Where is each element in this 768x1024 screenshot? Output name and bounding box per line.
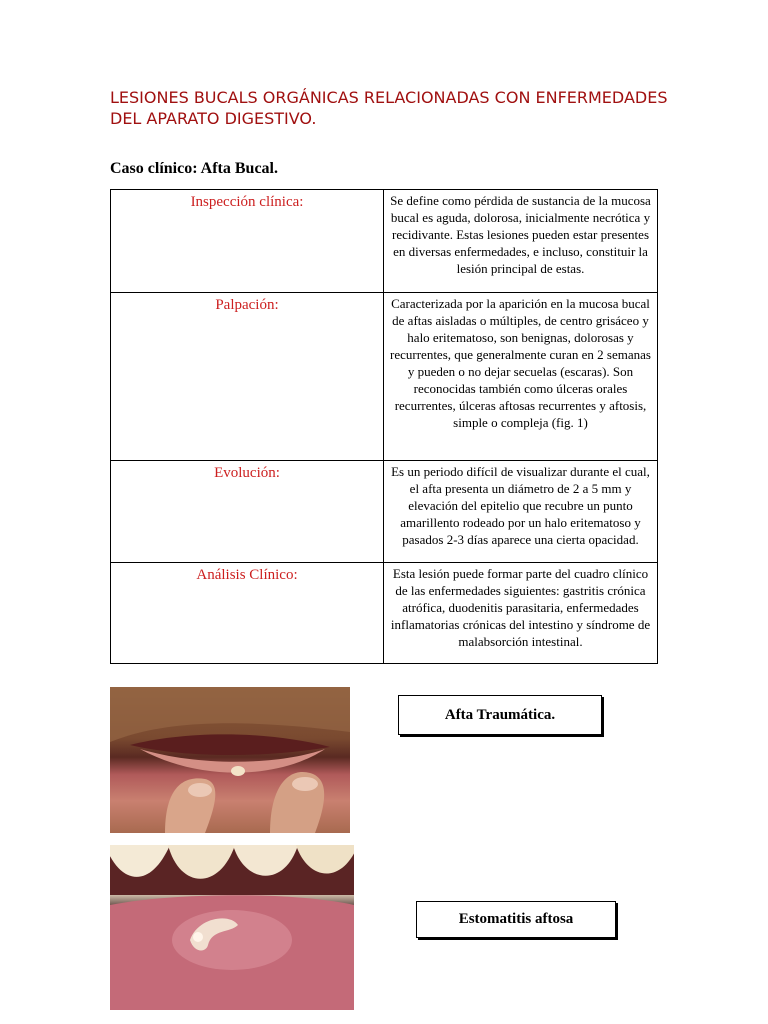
row-description: Caracterizada por la aparición en la mucosa bucal de aftas aisladas o múltiples, de centro grisáceo y halo eritematoso, son benignas, dolorosas y recurrentes, que generalmente curan en 2 semanas y pueden o no dejar secuelas (escaras). Son reconocidas también como úlceras orales recurrentes, úlceras aftosas recurrentes y aftosis, simple o compleja (fig. 1) xyxy=(384,293,658,461)
table-row xyxy=(111,190,658,293)
row-label: Evolución: xyxy=(111,461,384,563)
page-title: LESIONES BUCALS ORGÁNICAS RELACIONADAS CON ENFERMEDADES DEL APARATO DIGESTIVO. xyxy=(110,88,668,128)
afta-traumatica-photo xyxy=(110,687,350,833)
figure-caption: Estomatitis aftosa xyxy=(416,901,616,938)
table-row xyxy=(111,293,658,461)
case-subtitle: Caso clínico: Afta Bucal. xyxy=(110,160,278,177)
table-row xyxy=(111,563,658,664)
table-row xyxy=(111,461,658,563)
clinical-table xyxy=(110,189,658,664)
row-description: Es un periodo difícil de visualizar durante el cual, el afta presenta un diámetro de 2 a 5 mm y elevación del epitelio que recubre un punto amarillento rodeado por un halo eritematoso y pasados 2-3 días aparece una cierta opacidad. xyxy=(384,461,658,563)
figure-caption: Afta Traumática. xyxy=(398,695,602,735)
row-description: Se define como pérdida de sustancia de la mucosa bucal es aguda, dolorosa, inicialmente necrótica y recidivante. Estas lesiones pueden estar presentes en diversas enfermedades, e incluso, constituir la lesión principal de estas. xyxy=(384,190,658,293)
estomatitis-aftosa-photo xyxy=(110,845,354,1010)
row-description: Esta lesión puede formar parte del cuadro clínico de las enfermedades siguientes: gastritis crónica atrófica, duodenitis parasitaria, enfermedades inflamatorias crónicas del intestino y síndrome de malabsorción intestinal. xyxy=(384,563,658,664)
row-label: Inspección clínica: xyxy=(111,190,384,293)
row-label: Palpación: xyxy=(111,293,384,461)
row-label: Análisis Clínico: xyxy=(111,563,384,664)
